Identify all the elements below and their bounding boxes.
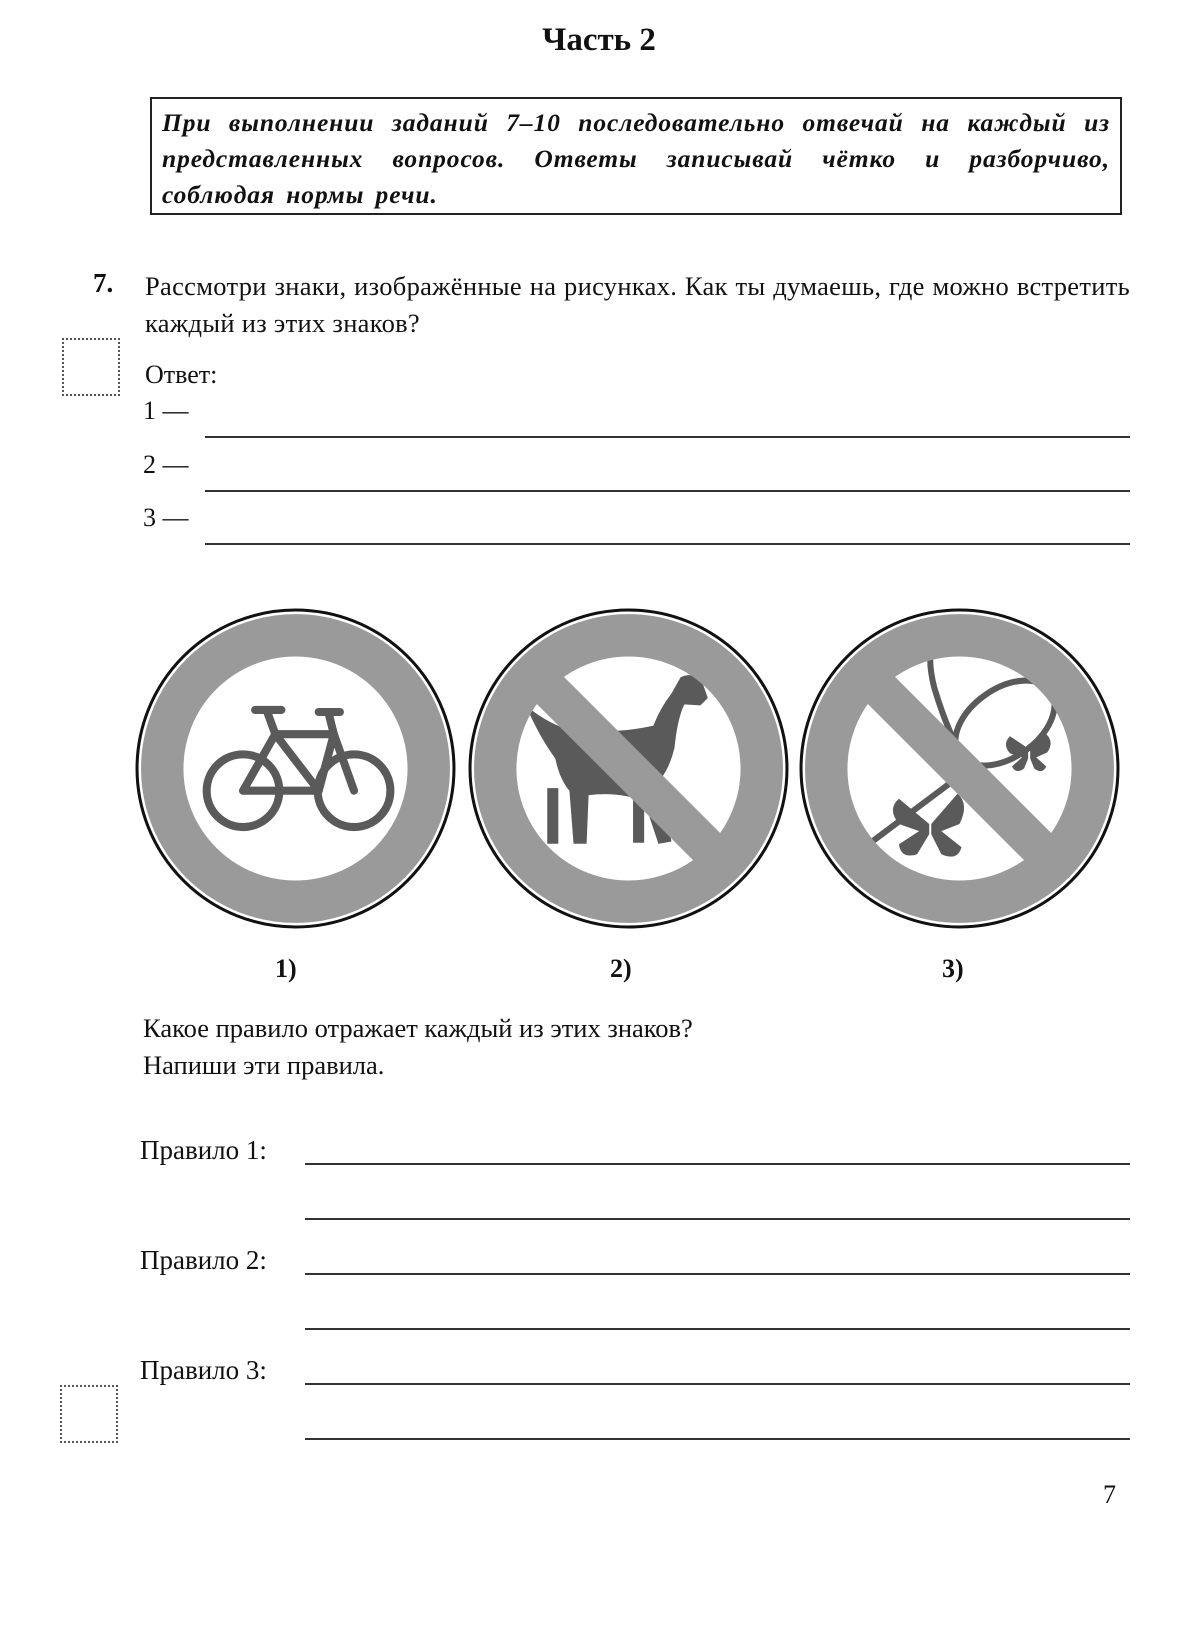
bicycle-sign	[134, 607, 457, 930]
answer-line-label-3: 3 —	[143, 503, 189, 532]
answer-label: Ответ:	[145, 360, 218, 389]
rule-label-3: Правило 3:	[140, 1355, 267, 1385]
rule-1-line-2[interactable]	[305, 1218, 1130, 1220]
no-dogs-sign	[467, 607, 790, 930]
task-number: 7.	[93, 268, 114, 298]
rule-label-2: Правило 2:	[140, 1245, 267, 1275]
answer-line-label-1: 1 —	[143, 396, 189, 425]
rule-3-line-2[interactable]	[305, 1438, 1130, 1440]
sign-caption-3: 3)	[942, 954, 964, 983]
part-title: Часть 2	[542, 22, 656, 58]
answer-line-2[interactable]	[205, 490, 1130, 492]
answer-line-1[interactable]	[205, 436, 1130, 438]
sign-caption-2: 2)	[610, 954, 632, 983]
rule-2-line-1[interactable]	[305, 1273, 1130, 1275]
followup-line-2: Напиши эти правила.	[143, 1050, 385, 1080]
score-box-2[interactable]	[60, 1385, 118, 1443]
no-butterfly-catching-sign	[798, 607, 1121, 930]
rule-3-line-1[interactable]	[305, 1383, 1130, 1385]
answer-line-label-2: 2 —	[143, 450, 189, 479]
rule-2-line-2[interactable]	[305, 1328, 1130, 1330]
rule-label-1: Правило 1:	[140, 1135, 267, 1165]
followup-question	[143, 1010, 943, 1084]
rule-1-line-1[interactable]	[305, 1163, 1130, 1165]
followup-line-1: Какое правило отражает каждый из этих знаков?	[143, 1013, 693, 1043]
page-number: 7	[1103, 1480, 1116, 1509]
task-question: Рассмотри знаки, изображённые на рисунках. Как ты думаешь, где можно встретить каждый из этих знаков?	[145, 271, 1130, 338]
answer-line-3[interactable]	[205, 543, 1130, 545]
sign-caption-1: 1)	[275, 954, 297, 983]
score-box-1[interactable]	[62, 338, 120, 396]
instructions-box: При выполнении заданий 7–10 последовательно отвечай на каждый из представленных вопросов. Ответы записывай чётко и разборчиво, соблюдая нормы речи.	[150, 97, 1122, 215]
